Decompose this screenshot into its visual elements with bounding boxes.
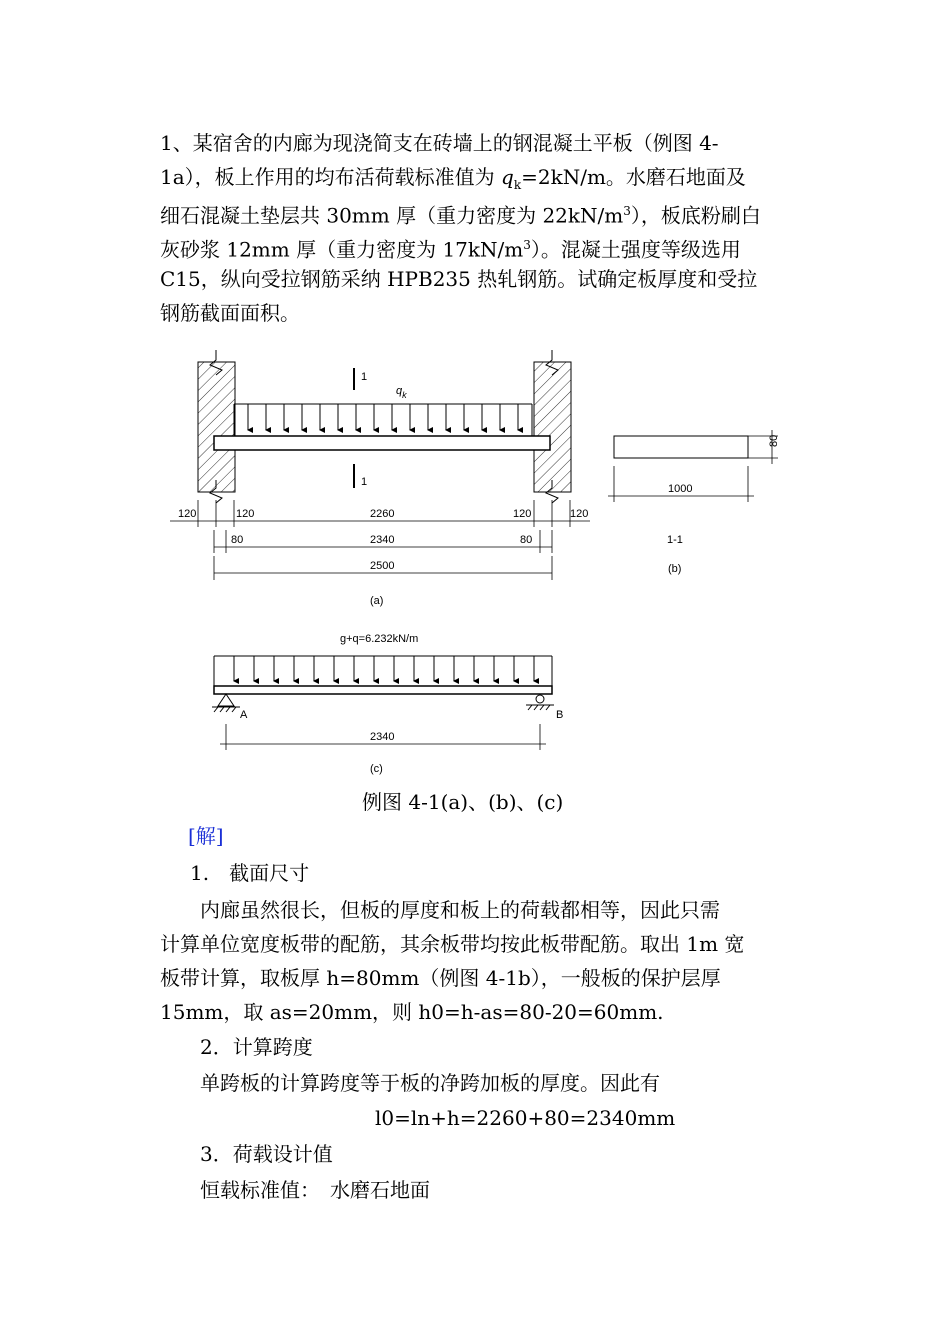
dim-2260: 2260 [370,508,395,520]
qk-symbol: q [501,165,514,189]
fig-c-caption: (c) [370,763,383,775]
cubic-superscript: 3 [623,204,631,218]
fig-c-support-b [526,695,554,710]
section-1-title: 1. 截面尺寸 [190,861,310,885]
section-mark-top-label: 1 [361,371,368,383]
fig-b-section-label: 1-1 [667,534,683,546]
section-1-para-line-2: 计算单位宽度板带的配筋，其余板带均按此板带配筋。取出 1m 宽 [160,932,745,956]
problem-line-2-text-a: 1a），板上作用的均布活荷载标准值为 [160,165,502,189]
section-1-para-line-3: 板带计算，取板厚 h=80mm（例图 4-1b），一般板的保护层厚 [160,966,721,990]
figure-caption: 例图 4-1(a)、(b)、(c) [362,790,564,814]
problem-line-2-text-b: =2kN/m。水磨石地面及 [521,165,746,189]
fig-c-support-b-label: B [556,709,564,721]
fig-b-height-label: 80 [768,434,780,447]
dim-120-left-inner: 120 [236,508,255,520]
dim-80-right: 80 [520,534,533,546]
solution-heading: [解] [188,824,224,848]
section-1-para-line-4: 15mm，取 as=20mm，则 h0=h-as=80-20=60mm. [160,1000,664,1024]
fig-a-load-label: $q_k$ [396,385,407,400]
dim-2340: 2340 [370,534,395,546]
problem-line-4-text-b: ）。混凝土强度等级选用 [530,237,741,262]
section-mark-bottom-label: 1 [361,476,368,488]
fig-b-caption: (b) [668,563,682,575]
section-2-title: 2．计算跨度 [200,1035,313,1059]
fig-c-beam [214,686,552,694]
dim-120-right-inner: 120 [513,508,532,520]
section-3-title: 3．荷载设计值 [200,1142,333,1166]
section-3-para: 恒载标准值： 水磨石地面 [200,1178,430,1202]
problem-line-6: 钢筋截面面积。 [160,301,300,325]
problem-line-1: 1、某宿舍的内廊为现浇简支在砖墙上的钢混凝土平板（例图 4- [160,131,719,155]
problem-line-5: C15，纵向受拉钢筋采纳 HPB235 热轧钢筋。试确定板厚度和受拉 [160,267,758,291]
fig-a-right-wall [534,350,571,503]
fig-b-cross-section [614,436,748,458]
fig-c-load-label: g+q=6.232kN/m [340,633,419,645]
qk-subscript: k [513,178,522,192]
problem-line-4-text-a: 灰砂浆 12mm 厚（重力密度为 17kN/m [160,237,524,262]
dim-120-right-outer: 120 [570,508,589,520]
fig-a-slab [214,436,550,450]
dim-80-left: 80 [231,534,244,546]
fig-b-width-label: 1000 [668,483,693,495]
fig-c-support-a-label: A [240,709,248,721]
problem-line-3-text-a: 细石混凝土垫层共 30mm 厚（重力密度为 22kN/m [160,203,624,228]
fig-c-span-label: 2340 [370,731,395,743]
fig-c-distributed-load [214,656,552,686]
cubic-superscript: 3 [523,238,531,252]
fig-a-distributed-load [234,385,532,436]
problem-line-3-text-b: ），板底粉刷白 [630,203,761,228]
section-2-para: 单跨板的计算跨度等于板的净跨加板的厚度。因此有 [200,1071,660,1095]
fig-a-caption: (a) [370,595,384,607]
fig-a-left-wall [198,350,235,503]
dim-2500: 2500 [370,560,395,572]
fig-c-support-a [212,694,240,712]
span-formula: l0=ln+h=2260+80=2340mm [375,1106,676,1130]
section-1-para-line-1: 内廊虽然很长，但板的厚度和板上的荷载都相等，因此只需 [200,898,720,922]
dim-120-left-outer: 120 [178,508,197,520]
